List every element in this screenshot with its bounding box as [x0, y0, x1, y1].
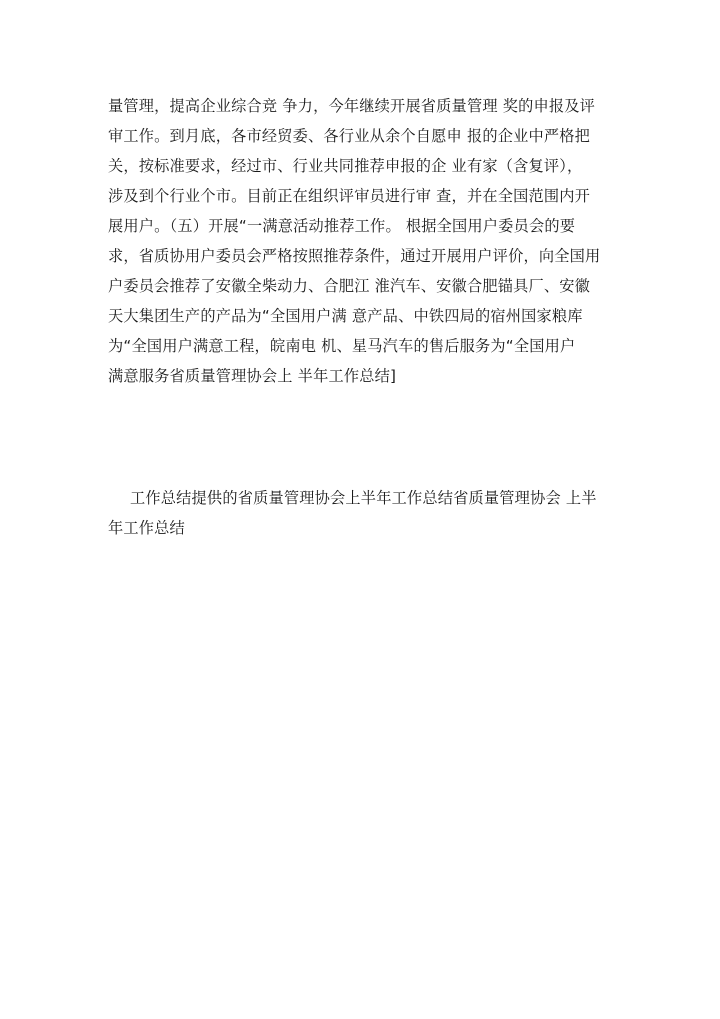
text-line: 量管理，提高企业综合竞 争力，今年继续开展省质量管理 奖的申报及评 [108, 97, 596, 115]
text-line: 户委员会推荐了安徽全柴动力、合肥江 淮汽车、安徽合肥锚具厂、安徽 [108, 277, 591, 295]
text-line: 为“全国用户满意工程，皖南电 机、星马汽车的售后服务为“全国用户 [108, 337, 576, 355]
text-line: 年工作总结 [108, 519, 185, 537]
text-line: 天大集团生产的产品为“全国用户满 意产品、中铁四局的宿州国家粮库 [108, 307, 583, 325]
text-line: 展用户。（五）开展“一满意活动推荐工作。 根据全国用户委员会的要 [108, 217, 576, 235]
text-line: 关，按标准要求，经过市、行业共同推荐申报的企 业有家（含复评）， [108, 157, 583, 175]
summary-paragraph [108, 483, 628, 543]
body-paragraph [108, 91, 628, 391]
text-line: 涉及到个行业个市。目前正在组织评审员进行审 查，并在全国范围内开 [108, 187, 591, 205]
text-line: 满意服务省质量管理协会上 半年工作总结] [108, 367, 397, 385]
text-line: 工作总结提供的省质量管理协会上半年工作总结省质量管理协会 上半 [130, 489, 597, 507]
text-line: 审工作。到月底，各市经贸委、各行业从余个自愿申 报的企业中严格把 [108, 127, 591, 145]
text-line: 求，省质协用户委员会严格按照推荐条件，通过开展用户评价，向全国用 [108, 247, 601, 265]
